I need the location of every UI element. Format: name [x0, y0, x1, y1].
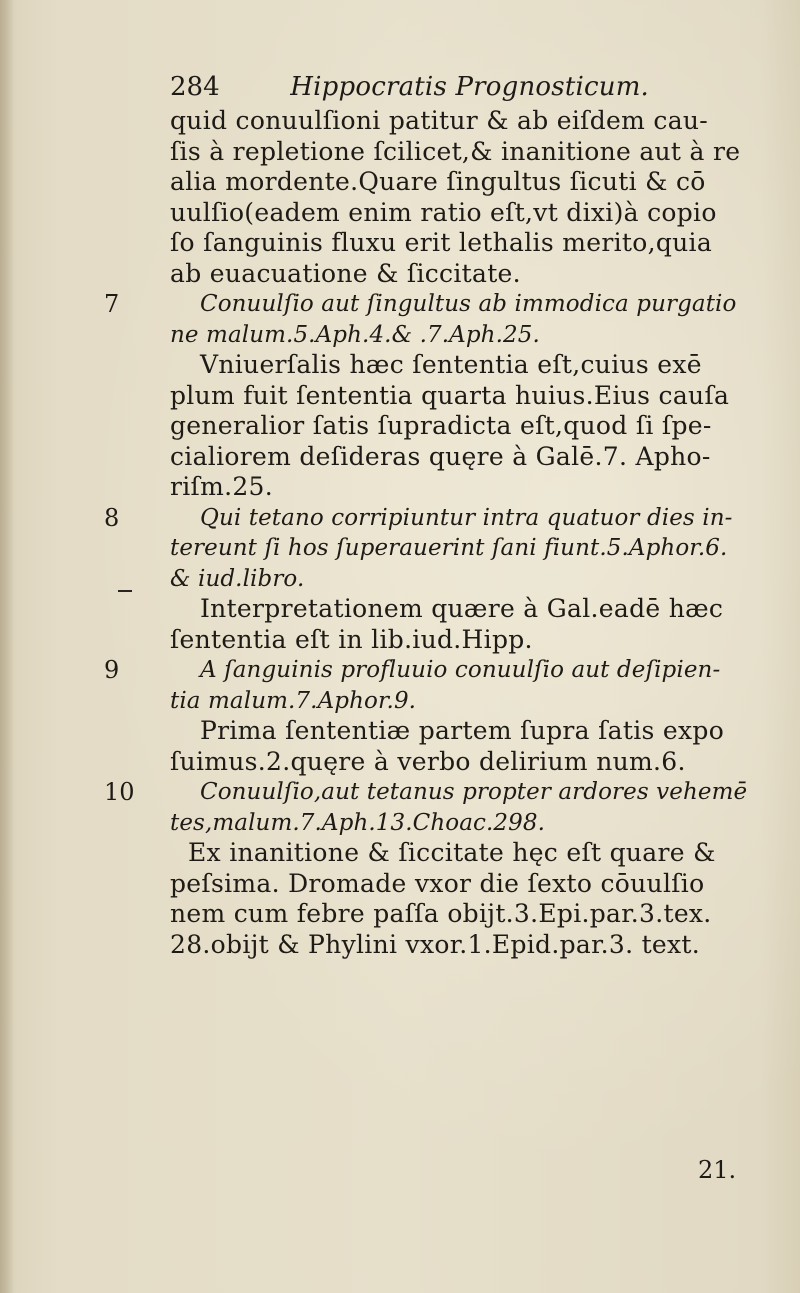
catchword: 21. [698, 1156, 737, 1184]
commentary-line: ſententia eſt in lib.iud.Hipp. [170, 624, 533, 654]
aphorism-line: A ſanguinis profluuio conuulſio aut deſipien- [200, 657, 721, 683]
commentary-line: Interpretationem quære à Gal.eadē hæc [200, 594, 724, 623]
commentary-line: riſm.25. [170, 472, 274, 501]
commentary-line: cialiorem deſideras quęre à Galē.7. Apho- [170, 441, 711, 471]
commentary-line: ſuimus.2.quęre à verbo delirium num.6. [170, 746, 686, 776]
commentary-line: nem cum febre paſſa obijt.3.Epi.par.3.tex. [170, 899, 712, 928]
commentary-line: generalior ſatis ſupradicta eſt,quod ſi ſpe- [170, 411, 712, 440]
commentary-line: ab euacuatione & ſiccitate. [170, 258, 521, 288]
commentary-line: Vniuerſalis hæc ſententia eſt,cuius exē [200, 350, 702, 379]
aphorism-number: 10 [104, 778, 135, 806]
commentary-line: Prima ſententiæ partem ſupra ſatis expo [200, 716, 725, 745]
commentary-line: peſsima. Dromade vxor die ſexto cōuulſio [170, 868, 705, 898]
aphorism-line: ne malum.5.Aph.4.& .7.Aph.25. [170, 321, 540, 348]
text-block [170, 68, 770, 960]
commentary-line: Ex inanitione & ſiccitate hęc eſt quare & [188, 838, 716, 867]
commentary-line: alia mordente.Quare ſingultus ſicuti & cō [170, 167, 706, 196]
aphorism-number: 9 [104, 656, 120, 684]
page-header [170, 68, 770, 106]
aphorism-number: 7 [104, 290, 120, 318]
aphorism-line: Qui tetano corripiuntur intra quatuor dies in- [200, 504, 733, 531]
commentary-line: 28.obijt & Phylini vxor.1.Epid.par.3. text. [170, 929, 701, 959]
commentary-line: ſo ſanguinis fluxu erit lethalis merito,quia [170, 228, 713, 257]
body-text [170, 106, 770, 960]
aphorism-number: 8 [104, 503, 120, 532]
commentary-line: uulſio(eadem enim ratio eſt,vt dixi)à copio [170, 197, 717, 227]
page-gutter-shadow [0, 0, 14, 1293]
marginal-dash-mark [118, 590, 132, 592]
aphorism-line: tia malum.7.Aphor.9. [170, 687, 417, 714]
aphorism-line: Conuulſio,aut tetanus propter ardores vehemē [200, 779, 748, 805]
commentary-line: quid conuulſioni patitur & ab eiſdem cau- [170, 106, 709, 135]
aphorism-line: & iud.libro. [170, 565, 305, 592]
commentary-line: plum fuit ſententia quarta huius.Eius cauſa [170, 380, 730, 410]
commentary-line: ſis à repletione ſcilicet,& inanitione aut à re [170, 136, 741, 166]
page-number: 284 [170, 72, 220, 102]
aphorism-line: Conuulſio aut ſingultus ab immodica purgatio [200, 291, 737, 317]
running-title: Hippocratis Prognosticum. [290, 72, 650, 102]
aphorism-line: tereunt ſi hos ſuperauerint ſani fiunt.5.Aphor.6. [170, 535, 728, 561]
aphorism-line: tes,malum.7.Aph.13.Choac.298. [170, 809, 546, 836]
